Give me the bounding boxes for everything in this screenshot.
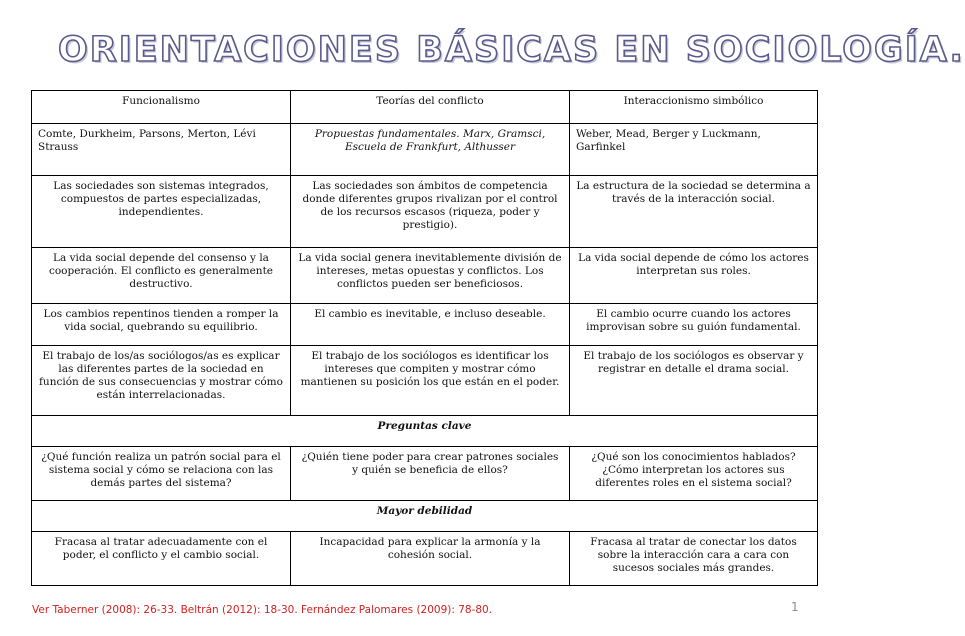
column-header-funcionalismo: Funcionalismo <box>32 91 291 124</box>
page-number: 1 <box>791 600 799 614</box>
question-cell: ¿Qué función realiza un patrón social para el sistema social y cómo se relaciona con las demás partes del sistema? <box>32 447 291 501</box>
table-row <box>32 532 818 586</box>
authors-interaccionismo: Weber, Mead, Berger y Luckmann, Garfinkel <box>570 124 818 176</box>
table-row <box>32 447 818 501</box>
question-cell: ¿Quién tiene poder para crear patrones sociales y quién se beneficia de ellos? <box>291 447 570 501</box>
table-cell: La estructura de la sociedad se determina a través de la interacción social. <box>570 176 818 248</box>
orientations-table <box>31 90 818 586</box>
table-row <box>32 248 818 304</box>
table-cell: El cambio es inevitable, e incluso deseable. <box>291 304 570 346</box>
column-header-conflicto: Teorías del conflicto <box>291 91 570 124</box>
section-row-debilidad <box>32 501 818 532</box>
table-cell: La vida social depende de cómo los actores interpretan sus roles. <box>570 248 818 304</box>
section-row-preguntas <box>32 416 818 447</box>
section-title-debilidad: Mayor debilidad <box>32 501 818 532</box>
table-cell: Las sociedades son sistemas integrados, compuestos de partes especializadas, independientes. <box>32 176 291 248</box>
weakness-cell: Fracasa al tratar de conectar los datos sobre la interacción cara a cara con sucesos sociales más grandes. <box>570 532 818 586</box>
references-footer: Ver Taberner (2008): 26-33. Beltrán (2012): 18-30. Fernández Palomares (2009): 78-80. <box>32 604 493 616</box>
page-title: ORIENTACIONES BÁSICAS EN SOCIOLOGÍA. <box>58 30 965 70</box>
section-title-preguntas: Preguntas clave <box>32 416 818 447</box>
authors-conflicto: Propuestas fundamentales. Marx, Gramsci, Escuela de Frankfurt, Althusser <box>291 124 570 176</box>
table-row <box>32 346 818 416</box>
column-header-interaccionismo: Interaccionismo simbólico <box>570 91 818 124</box>
table-cell: El cambio ocurre cuando los actores improvisan sobre su guión fundamental. <box>570 304 818 346</box>
weakness-cell: Fracasa al tratar adecuadamente con el poder, el conflicto y el cambio social. <box>32 532 291 586</box>
table-cell: El trabajo de los sociólogos es identificar los intereses que compiten y mostrar cómo mantienen su posición los que están en el poder. <box>291 346 570 416</box>
table-row <box>32 304 818 346</box>
table-cell: Las sociedades son ámbitos de competencia donde diferentes grupos rivalizan por el control de los recursos escasos (riqueza, poder y prestigio). <box>291 176 570 248</box>
table-cell: Los cambios repentinos tienden a romper la vida social, quebrando su equilibrio. <box>32 304 291 346</box>
table-row <box>32 124 818 176</box>
table-cell: La vida social depende del consenso y la cooperación. El conflicto es generalmente destructivo. <box>32 248 291 304</box>
header-row <box>32 91 818 124</box>
authors-funcionalismo: Comte, Durkheim, Parsons, Merton, Lévi Strauss <box>32 124 291 176</box>
table-cell: El trabajo de los sociólogos es observar y registrar en detalle el drama social. <box>570 346 818 416</box>
question-cell: ¿Qué son los conocimientos hablados?¿Cómo interpretan los actores sus diferentes roles en el sistema social? <box>570 447 818 501</box>
table-cell: El trabajo de los/as sociólogos/as es explicar las diferentes partes de la sociedad en función de sus consecuencias y mostrar cómo están interrelacionadas. <box>32 346 291 416</box>
table-cell: La vida social genera inevitablemente división de intereses, metas opuestas y conflictos. Los conflictos pueden ser beneficiosos. <box>291 248 570 304</box>
table-row <box>32 176 818 248</box>
weakness-cell: Incapacidad para explicar la armonía y la cohesión social. <box>291 532 570 586</box>
